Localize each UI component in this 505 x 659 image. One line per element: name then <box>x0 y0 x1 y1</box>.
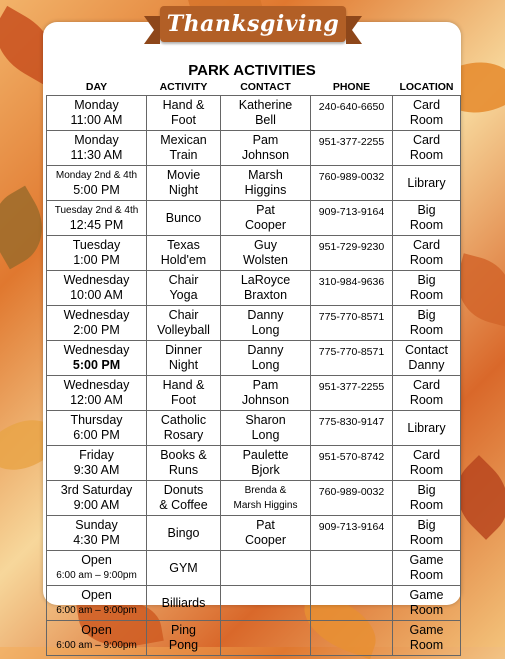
phone-line: 909-713-9164 <box>318 521 385 533</box>
contact-cell <box>221 446 311 481</box>
contact-line: Danny <box>247 308 284 322</box>
banner-title: Thanksgiving <box>166 11 340 37</box>
phone-cell <box>311 201 393 236</box>
day-line: Open <box>81 623 112 637</box>
phone-cell <box>311 481 393 516</box>
day-cell <box>47 236 147 271</box>
location-line: Game <box>409 623 444 637</box>
contact-cell <box>221 551 311 586</box>
location-line: Card <box>412 238 441 252</box>
contact-line: Pam <box>252 133 279 147</box>
day-cell <box>47 166 147 201</box>
day-line: Wednesday <box>63 378 130 392</box>
phone-line: 951-729-9230 <box>318 241 385 253</box>
activity-line: Night <box>168 358 199 372</box>
activity-line: Dinner <box>165 343 202 357</box>
day-line: 10:00 AM <box>70 288 123 302</box>
activity-line: Hand & <box>162 98 205 112</box>
location-cell <box>393 446 461 481</box>
activity-cell <box>147 131 221 166</box>
phone-line: 951-570-8742 <box>318 451 385 463</box>
phone-line: 775-770-8571 <box>318 311 385 323</box>
phone-cell <box>311 516 393 551</box>
day-cell <box>47 621 147 656</box>
contact-line: Higgins <box>244 183 287 197</box>
contact-line: Long <box>251 323 280 337</box>
location-cell <box>393 201 461 236</box>
location-line: Room <box>409 218 444 232</box>
location-cell <box>393 306 461 341</box>
activity-line: Bunco <box>165 210 202 225</box>
activity-cell <box>147 481 221 516</box>
phone-cell <box>311 271 393 306</box>
contact-line: Johnson <box>241 393 290 407</box>
day-cell <box>47 341 147 376</box>
day-line: 12:00 AM <box>70 393 123 407</box>
location-cell <box>393 516 461 551</box>
location-cell <box>393 621 461 656</box>
contact-cell <box>221 131 311 166</box>
location-cell <box>393 271 461 306</box>
contact-cell <box>221 411 311 446</box>
day-cell <box>47 271 147 306</box>
location-line: Big <box>417 203 436 217</box>
table-row <box>47 376 461 411</box>
table-body <box>47 96 461 656</box>
table-row <box>47 236 461 271</box>
location-line: Card <box>412 448 441 462</box>
contact-line: Guy <box>254 238 277 252</box>
table-row <box>47 96 461 131</box>
day-cell <box>47 411 147 446</box>
contact-cell <box>221 306 311 341</box>
contact-line: Paulette <box>242 448 289 462</box>
location-cell <box>393 96 461 131</box>
location-line: Card <box>412 378 441 392</box>
activity-line: Volleyball <box>157 323 210 337</box>
phone-line: 909-713-9164 <box>318 206 385 218</box>
table-row <box>47 586 461 621</box>
day-line: Wednesday <box>63 273 130 287</box>
location-cell <box>393 341 461 376</box>
contact-line: Pat <box>256 203 275 217</box>
activity-line: Catholic <box>160 413 207 427</box>
day-cell <box>47 201 147 236</box>
contact-line: Cooper <box>245 533 286 547</box>
phone-line: 760-989-0032 <box>318 486 385 498</box>
contact-line: Brenda & <box>244 485 287 496</box>
day-line: Sunday <box>75 518 118 532</box>
location-line: Game <box>409 553 444 567</box>
location-line: Room <box>409 148 444 162</box>
day-line: 11:00 AM <box>70 113 123 127</box>
table-header-row <box>47 79 461 96</box>
contact-line: Cooper <box>245 218 286 232</box>
activity-cell <box>147 621 221 656</box>
contact-line: Pam <box>252 378 279 392</box>
day-line: 6:00 am – 9:00pm <box>56 640 137 651</box>
contact-cell <box>221 271 311 306</box>
location-line: Library <box>407 420 446 435</box>
column-header-day: DAY <box>85 81 108 93</box>
contact-cell <box>221 166 311 201</box>
day-line: Open <box>81 588 112 602</box>
day-line: 6:00 am – 9:00pm <box>56 570 137 581</box>
location-cell <box>393 376 461 411</box>
phone-line: 951-377-2255 <box>318 136 385 148</box>
phone-cell <box>311 96 393 131</box>
day-line: Wednesday <box>63 343 130 357</box>
table-row <box>47 271 461 306</box>
activity-line: Mexican <box>160 133 207 147</box>
table-row <box>47 551 461 586</box>
contact-line: Wolsten <box>243 253 288 267</box>
day-cell <box>47 131 147 166</box>
activity-line: Runs <box>168 463 199 477</box>
day-line: Friday <box>79 448 114 462</box>
phone-cell <box>311 236 393 271</box>
activity-cell <box>147 446 221 481</box>
contact-line: Katherine <box>238 98 293 112</box>
activity-cell <box>147 516 221 551</box>
contact-cell <box>221 96 311 131</box>
contact-line: Johnson <box>241 148 290 162</box>
day-line: Tuesday 2nd & 4th <box>54 205 139 216</box>
location-cell <box>393 481 461 516</box>
activity-cell <box>147 411 221 446</box>
activity-cell <box>147 306 221 341</box>
day-cell <box>47 516 147 551</box>
activity-line: Chair <box>168 308 199 322</box>
location-line: Big <box>417 518 436 532</box>
activity-line: Pong <box>168 638 199 652</box>
day-line: 6:00 PM <box>73 428 120 442</box>
activity-line: Ping <box>170 623 197 637</box>
contact-cell <box>221 341 311 376</box>
contact-cell <box>221 201 311 236</box>
location-line: Room <box>409 533 444 547</box>
phone-line: 310-984-9636 <box>318 276 385 288</box>
day-line: 4:30 PM <box>73 533 120 547</box>
table-row <box>47 621 461 656</box>
location-line: Room <box>409 393 444 407</box>
contact-cell <box>221 236 311 271</box>
activity-cell <box>147 166 221 201</box>
contact-line: Braxton <box>243 288 288 302</box>
day-line: 5:00 PM <box>73 183 120 197</box>
activity-cell <box>147 271 221 306</box>
day-line: 3rd Saturday <box>60 483 133 497</box>
activity-cell <box>147 586 221 621</box>
activity-line: Hold'em <box>160 253 207 267</box>
day-cell <box>47 586 147 621</box>
activity-cell <box>147 96 221 131</box>
phone-cell <box>311 166 393 201</box>
location-line: Card <box>412 98 441 112</box>
contact-cell <box>221 516 311 551</box>
column-header-phone: PHONE <box>332 81 371 93</box>
contact-line: Marsh <box>248 168 283 182</box>
contact-line: Marsh Higgins <box>233 500 298 511</box>
day-line: 9:30 AM <box>73 463 120 477</box>
day-line: Thursday <box>70 413 123 427</box>
phone-cell <box>311 551 393 586</box>
activity-line: Movie <box>166 168 201 182</box>
activity-line: Foot <box>170 113 196 127</box>
table-row <box>47 131 461 166</box>
location-line: Room <box>409 113 444 127</box>
location-cell <box>393 551 461 586</box>
activity-line: GYM <box>169 560 198 575</box>
day-line: Monday <box>74 98 119 112</box>
activity-line: Foot <box>170 393 196 407</box>
page-title: PARK ACTIVITIES <box>188 62 316 79</box>
contact-line: Danny <box>247 343 284 357</box>
activity-cell <box>147 551 221 586</box>
contact-cell <box>221 621 311 656</box>
phone-line: 760-989-0032 <box>318 171 385 183</box>
contact-cell <box>221 376 311 411</box>
table-row <box>47 166 461 201</box>
location-line: Library <box>407 175 446 190</box>
location-line: Room <box>409 288 444 302</box>
column-header-activity: ACTIVITY <box>159 81 208 93</box>
activities-table <box>46 79 461 656</box>
activity-cell <box>147 236 221 271</box>
phone-cell <box>311 621 393 656</box>
contact-line: Long <box>251 428 280 442</box>
activity-line: Billiards <box>161 595 206 610</box>
phone-cell <box>311 376 393 411</box>
activity-cell <box>147 376 221 411</box>
phone-cell <box>311 131 393 166</box>
day-cell <box>47 306 147 341</box>
day-line: 1:00 PM <box>73 253 120 267</box>
location-line: Room <box>409 463 444 477</box>
activity-line: Train <box>169 148 198 162</box>
contact-line: LaRoyce <box>240 273 291 287</box>
activity-line: Bingo <box>167 525 200 540</box>
location-line: Big <box>417 483 436 497</box>
table-row <box>47 446 461 481</box>
activity-line: Books & <box>160 448 207 462</box>
location-line: Big <box>417 308 436 322</box>
activity-line: Night <box>168 183 199 197</box>
activity-line: Hand & <box>162 378 205 392</box>
table-row <box>47 201 461 236</box>
phone-line: 775-770-8571 <box>318 346 385 358</box>
activity-line: Donuts <box>163 483 204 497</box>
day-line: 2:00 PM <box>73 323 120 337</box>
activity-cell <box>147 341 221 376</box>
location-line: Room <box>409 638 444 652</box>
activity-cell <box>147 201 221 236</box>
day-line: Open <box>81 553 112 567</box>
phone-line: 775-830-9147 <box>318 416 385 428</box>
location-line: Card <box>412 133 441 147</box>
day-line: 11:30 AM <box>70 148 123 162</box>
day-line: Tuesday <box>72 238 121 252</box>
location-line: Contact <box>404 343 449 357</box>
day-line: 6:00 am – 9:00pm <box>56 605 137 616</box>
location-cell <box>393 166 461 201</box>
contact-line: Long <box>251 358 280 372</box>
phone-cell <box>311 341 393 376</box>
contact-cell <box>221 586 311 621</box>
location-line: Room <box>409 323 444 337</box>
contact-cell <box>221 481 311 516</box>
column-header-location: LOCATION <box>399 81 454 93</box>
day-cell <box>47 446 147 481</box>
day-cell <box>47 551 147 586</box>
activity-line: Chair <box>168 273 199 287</box>
location-line: Room <box>409 498 444 512</box>
location-line: Room <box>409 253 444 267</box>
location-cell <box>393 131 461 166</box>
day-line: 9:00 AM <box>73 498 120 512</box>
location-line: Room <box>409 603 444 617</box>
day-cell <box>47 376 147 411</box>
activity-line: & Coffee <box>159 498 208 512</box>
table-row <box>47 306 461 341</box>
phone-line: 240-640-6650 <box>318 101 385 113</box>
location-line: Game <box>409 588 444 602</box>
phone-cell <box>311 446 393 481</box>
location-line: Room <box>409 568 444 582</box>
table-row <box>47 411 461 446</box>
location-line: Big <box>417 273 436 287</box>
contact-line: Sharon <box>245 413 286 427</box>
table-row <box>47 481 461 516</box>
phone-cell <box>311 411 393 446</box>
phone-cell <box>311 586 393 621</box>
day-line: Monday <box>74 133 119 147</box>
day-line: 12:45 PM <box>69 218 124 232</box>
phone-line: 951-377-2255 <box>318 381 385 393</box>
contact-line: Bell <box>255 113 276 127</box>
day-line: 5:00 PM <box>72 358 121 372</box>
day-line: Wednesday <box>63 308 130 322</box>
contact-line: Pat <box>256 518 275 532</box>
activity-line: Yoga <box>169 288 198 302</box>
column-header-contact: CONTACT <box>240 81 291 93</box>
activity-line: Texas <box>167 238 200 252</box>
table-row <box>47 516 461 551</box>
location-cell <box>393 586 461 621</box>
activity-line: Rosary <box>163 428 204 442</box>
day-line: Monday 2nd & 4th <box>55 170 138 181</box>
location-line: Danny <box>408 358 445 372</box>
thanksgiving-banner <box>160 6 346 42</box>
day-cell <box>47 481 147 516</box>
day-cell <box>47 96 147 131</box>
phone-cell <box>311 306 393 341</box>
location-cell <box>393 411 461 446</box>
contact-line: Bjork <box>251 463 280 477</box>
table-row <box>47 341 461 376</box>
location-cell <box>393 236 461 271</box>
